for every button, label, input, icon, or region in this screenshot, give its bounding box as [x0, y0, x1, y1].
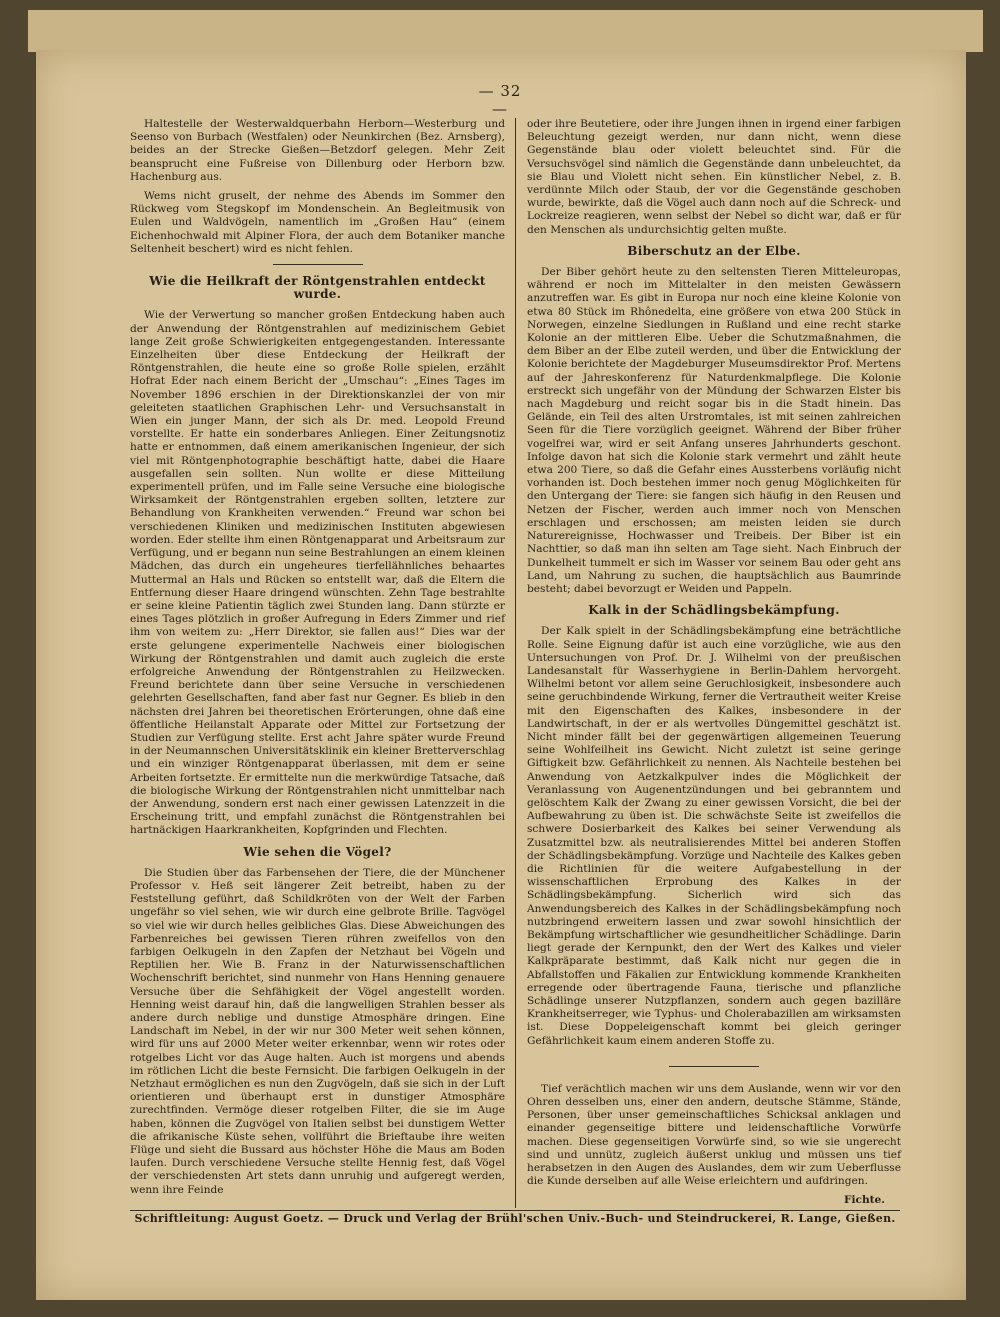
- right-column: [527, 118, 901, 1208]
- article-paragraph: Wie der Verwertung so mancher großen Entdeckung haben auch der Anwendung der Röntgenstrahlen auf medizinischem Gebiet lange Zeit große Schwierigkeiten entgegengestanden. Interessante Einzelheiten über diese Entdeckung der Heilkraft der Röntgenstrahlen, die heute eine so große Rolle spielen, erzählt Hofrat Eder nach einem Bericht der „Umschau“: „Eines Tages im November 1896 erschien in der Direktionskanzlei der von mir geleiteten staatlichen Graphischen Lehr- und Versuchsanstalt in Wien ein junger Mann, der sich als Dr. med. Leopold Freund vorstellte. Er hatte ein sonderbares Anliegen. Einer Zeitungsnotiz hatte er entnommen, daß einem amerikanischen Ingenieur, der sich viel mit Röntgenphotographie beschäftigt hatte, dabei die Haare ausgefallen sein sollten. Nun wollte er diese Mitteilung experimentell prüfen, und im Falle seine Versuche eine biologische Wirksamkeit der Röntgenstrahlen ergeben sollten, letztere zur Behandlung von Krankheiten verwenden.“ Freund war schon bei verschiedenen Kliniken und medizinischen Instituten abgewiesen worden. Eder stellte ihm einen Röntgenapparat und Arbeitsraum zur Verfügung, und er begann nun seine Bestrahlungen an einem kleinen Mädchen, das durch ein ungeheures tierfellähnliches behaartes Muttermal an Hals und Rücken so entstellt war, daß die Eltern die Entfernung dieser Haare dringend wünschten. Zehn Tage bestrahlte er seine kleine Patientin täglich zwei Stunden lang. Dann stürzte er eines Tages plötzlich in großer Aufregung in Eders Zimmer und rief ihm von weitem zu: „Herr Direktor, sie fallen aus!“ Dies war der erste gelungene experimentelle Nachweis einer biologischen Wirkung der Röntgenstrahlen und damit auch zugleich die erste erfolgreiche Anwendung der Röntgenstrahlen zu Heilzwecken. Freund berichtete dann über seine Versuche in verschiedenen gelehrten Gesellschaften, fand aber fast nur Gegner. Es blieb in den nächsten drei Jahren bei theoretischen Erörterungen, ohne daß eine öffentliche Heilanstalt Apparate oder Mittel zur Fortsetzung der Studien zur Verfügung stellte. Erst acht Jahre später wurde Freund in der Neumannschen Universitätsklinik ein kleiner Bretterverschlag und ein winziger Röntgenapparat überlassen, mit dem er seine Arbeiten fortsetzte. Er ermittelte nun die merkwürdige Tatsache, daß die biologische Wirkung der Röntgenstrahlen nicht unmittelbar nach der Anwendung, sondern erst nach einer gewissen Latenzzeit in die Erscheinung tritt, und empfahl zunächst die Röntgenstrahlen bei hartnäckigen Haarkrankheiten, Kopfgrinden und Flechten.: [130, 309, 505, 837]
- page-edge: [28, 10, 983, 52]
- article-paragraph: Der Kalk spielt in der Schädlingsbekämpfung eine beträchtliche Rolle. Seine Eignung dafür ist auch eine vorzügliche, wie aus den Untersuchungen von Prof. Dr. J. Wilhelmi von der preußischen Landesanstalt für Wasserhygiene in Berlin-Dahlem hervorgeht. Wilhelmi betont vor allem seine Geruchlosigkeit, insbesondere auch seine geruchbindende Wirkung, ferner die Vertrautheit weiter Kreise mit den Eigenschaften des Kalkes, insbesondere in der Landwirtschaft, in der er als wertvolles Düngemittel geschätzt ist. Nicht minder fällt bei der gegenwärtigen allgemeinen Teuerung seine Wohlfeilheit ins Gewicht. Nicht zuletzt ist seine geringe Giftigkeit bzw. Gefährlichkeit zu nennen. Als Nachteile bestehen bei Anwendung von Aetzkalkpulver indes die Möglichkeit der Veranlassung von Augenentzündungen und bei gebranntem und gelöschtem Kalk der Zwang zu einer gewissen Vorsicht, die bei der Aufbewahrung zu üben ist. Die schwächste Seite ist zweifellos die schwere Dosierbarkeit des Kalkes bei seiner Verwendung als Zusatzmittel bzw. als neutralisierendes Mittel bei anderen Stoffen der Schädlingsbekämpfung. Vorzüge und Nachteile des Kalkes geben die Richtlinien für die weitere Aufgabestellung in der wissenschaftlichen Erprobung des Kalkes in der Schädlingsbekämpfung. Sicherlich wird sich das Anwendungsbereich des Kalkes in der Schädlingsbekämpfung noch nutzbringend erweitern lassen und zwar sowohl hinsichtlich der Bekämpfung wirtschaftlicher wie gesundheitlicher Schädlinge. Darin liegt gerade der Kernpunkt, den der Wert des Kalkes und vieler Kalkpräparate bestimmt, daß Kalk nicht nur gegen die in Abfallstoffen und Fäkalien zur Entwicklung kommende Krankheiten erregende oder übertragende Fauna, tierische und pflanzliche Schädlinge unserer Nutzpflanzen, sondern auch gegen bazilläre Krankheitserreger, wie Typhus- und Cholerabazillen am wirksamsten ist. Diese Doppeleigenschaft kommt bei gleich geringer Gefährlichkeit kaum einem anderen Stoffe zu.: [527, 625, 902, 1047]
- article-title: Biberschutz an der Elbe.: [627, 243, 801, 258]
- quote-author: Fichte.: [843, 1194, 885, 1207]
- article-paragraph: Der Biber gehört heute zu den seltensten Tieren Mitteleuropas, während er noch im Mittelalter in den meisten Gewässern anzutreffen war. Es gibt in Europa nur noch eine kleine Kolonie von etwa 80 Stück im Rhônedelta, eine größere von etwa 200 Stück in Norwegen, einzelne Siedlungen in Rußland und eine recht starke Kolonie an der mittleren Elbe. Ueber die Schutzmaßnahmen, die dem Biber an der Elbe zuteil werden, und über die Entwicklung der Kolonie berichtete der Magdeburger Museumsdirektor Prof. Mertens auf der Jahreskonferenz für Naturdenkmalpflege. Die Kolonie erstreckt sich ungefähr von der Mündung der Schwarzen Elster bis nach Magdeburg und reicht sogar bis in die Stadt hinein. Das Gelände, ein Teil des alten Urstromtales, ist mit seinen zahlreichen Seen für die Tiere vorzüglich geeignet. Während der Biber früher vogelfrei war, wird er seit Anfang unseres Jahrhunderts geschont. Infolge davon hat sich die Kolonie stark vermehrt und zählt heute etwa 200 Tiere, so daß die Gefahr eines Aussterbens vorläufig nicht vorhanden ist. Doch bestehen immer noch genug Möglichkeiten für den Untergang der Tiere: sie fangen sich häufig in den Reusen und Netzen der Fischer, werden auch immer noch von Menschen erschlagen und erschossen; am meisten leiden sie durch Naturereignisse, Hochwasser und Treibeis. Der Biber ist ein Nachttier, so daß man ihn selten am Tage sieht. Nach Einbruch der Dunkelheit tummelt er sich im Wasser vor seinem Bau oder geht ans Land, um Nahrung zu suchen, die hauptsächlich aus Baumrinde besteht; dabei bevorzugt er Weiden und Pappeln.: [527, 266, 901, 595]
- continuation-paragraph: oder ihre Beutetiere, oder ihre Jungen ihnen in irgend einer farbigen Beleuchtung gezeigt werden, nur dann nicht, wenn diese Gegenstände blau oder violett beleuchtet sind. Für die Versuchsvögel sind nämlich die Gegenstände dann unbeleuchtet, da sie Blau und Violett nicht sehen. Ein künstlicher Nebel, z. B. verdünnte Milch oder Staub, der vor die Gegenstände geschoben wurde, bewirkte, daß die Vögel auch dann noch auf die Schreck- und Lockreize reagieren, wenn selbst der Nebel so dicht war, daß er für den Menschen als undurchsichtig gelten mußte.: [527, 118, 901, 236]
- imprint: Schriftleitung: August Goetz. — Druck und Verlag der Brühl'schen Univ.-Buch- und Steindruckerei, R. Lange, Gießen.: [134, 1212, 896, 1225]
- separator-rule: [273, 264, 363, 265]
- intro-paragraph: Wems nicht gruselt, der nehme des Abends im Sommer den Rückweg vom Stegskopf im Mondenschein. An Begleitmusik von Eulen und Waldvögeln, namentlich im „Großen Hau“ (einem Eichenhochwald mit Alpiner Flora, der auch dem Botaniker manche Seltenheit beschert) wird es nicht fehlen.: [130, 190, 505, 255]
- column-divider: [515, 118, 516, 1208]
- article-title: Wie die Heilkraft der Röntgenstrahlen entdeckt wurde.: [149, 274, 486, 302]
- separator-rule: [669, 1066, 759, 1067]
- footer-rule: [130, 1210, 900, 1211]
- intro-paragraph: Haltestelle der Westerwaldquerbahn Herborn—Westerburg und Seenso von Burbach (Westfalen) oder Neunkirchen (Bez. Arnsberg), beides an der Strecke Gießen—Betzdorf gelegen. Mehr Zeit beansprucht eine Fußreise von Dillenburg oder Herborn bzw. Hachenburg aus.: [130, 118, 505, 183]
- article-paragraph: Die Studien über das Farbensehen der Tiere, die der Münchener Professor v. Heß seit längerer Zeit betreibt, haben zu der Feststellung geführt, daß Schildkröten von der Welt der Farben ungefähr so viel sehen, wie wir durch eine gelbrote Brille. Tagvögel so viel wie wir durch helles gelbliches Glas. Diese Abweichungen des Farbenreiches bei gewissen Tieren rühren zweifellos von den farbigen Oelkugeln in den Zapfen der Netzhaut bei Vögeln und Reptilien her. Wie B. Franz in der Naturwissenschaftlichen Wochenschrift berichtet, sind nunmehr von Hans Henning genauere Versuche über die Sehfähigkeit der Vögel angestellt worden. Henning weist darauf hin, daß die langwelligen Strahlen besser als andere durch neblige und dunstige Atmosphäre dringen. Eine Landschaft im Nebel, in der wir nur 300 Meter weit sehen können, wird für uns auf 2000 Meter weiter erkennbar, wenn wir rotes oder rotgelbes Licht vor das Auge halten. Auch ist morgens und abends im rötlichen Licht die beste Fernsicht. Die farbigen Oelkugeln in der Netzhaut ermöglichen es nun den Zugvögeln, daß sie sich in der Luft orientieren und überhaupt erst in dunstiger Atmosphäre zurechtfinden. Vermöge dieser rotgelben Filter, die sie im Auge haben, können die Zugvögel von Italien selbst bei dunstigem Wetter die afrikanische Küste sehen, vollführt die Brieftaube ihre weiten Flüge und sieht die Bussard aus höchster Höhe die Maus am Boden laufen. Durch verschiedene Versuche stellte Hennig fest, daß Vögel der verschiedensten Art stets dann unruhig und aufgeregt werden, wenn ihre Feinde: [130, 866, 505, 1196]
- article-title: Wie sehen die Vögel?: [243, 844, 392, 859]
- quote-text: Tief verächtlich machen wir uns dem Auslande, wenn wir vor den Ohren desselben uns, einer den andern, deutsche Stämme, Stände, Personen, über unser gemeinschaftliches Schicksal anklagen und einander gegenseitige bittere und leidenschaftliche Vorwürfe machen. Diese gegenseitigen Vorwürfe sind, so wie sie ungerecht sind und unnütz, zugleich äußerst unklug und müssen uns tief herabsetzen in den Augen des Auslandes, dem wir zum Ueberflusse die Kunde derselben auf alle Weise erleichtern und aufdringen.: [527, 1082, 901, 1188]
- left-column: [130, 118, 505, 1203]
- article-title: Kalk in der Schädlingsbekämpfung.: [588, 603, 840, 618]
- page-number: — 32 —: [478, 82, 522, 118]
